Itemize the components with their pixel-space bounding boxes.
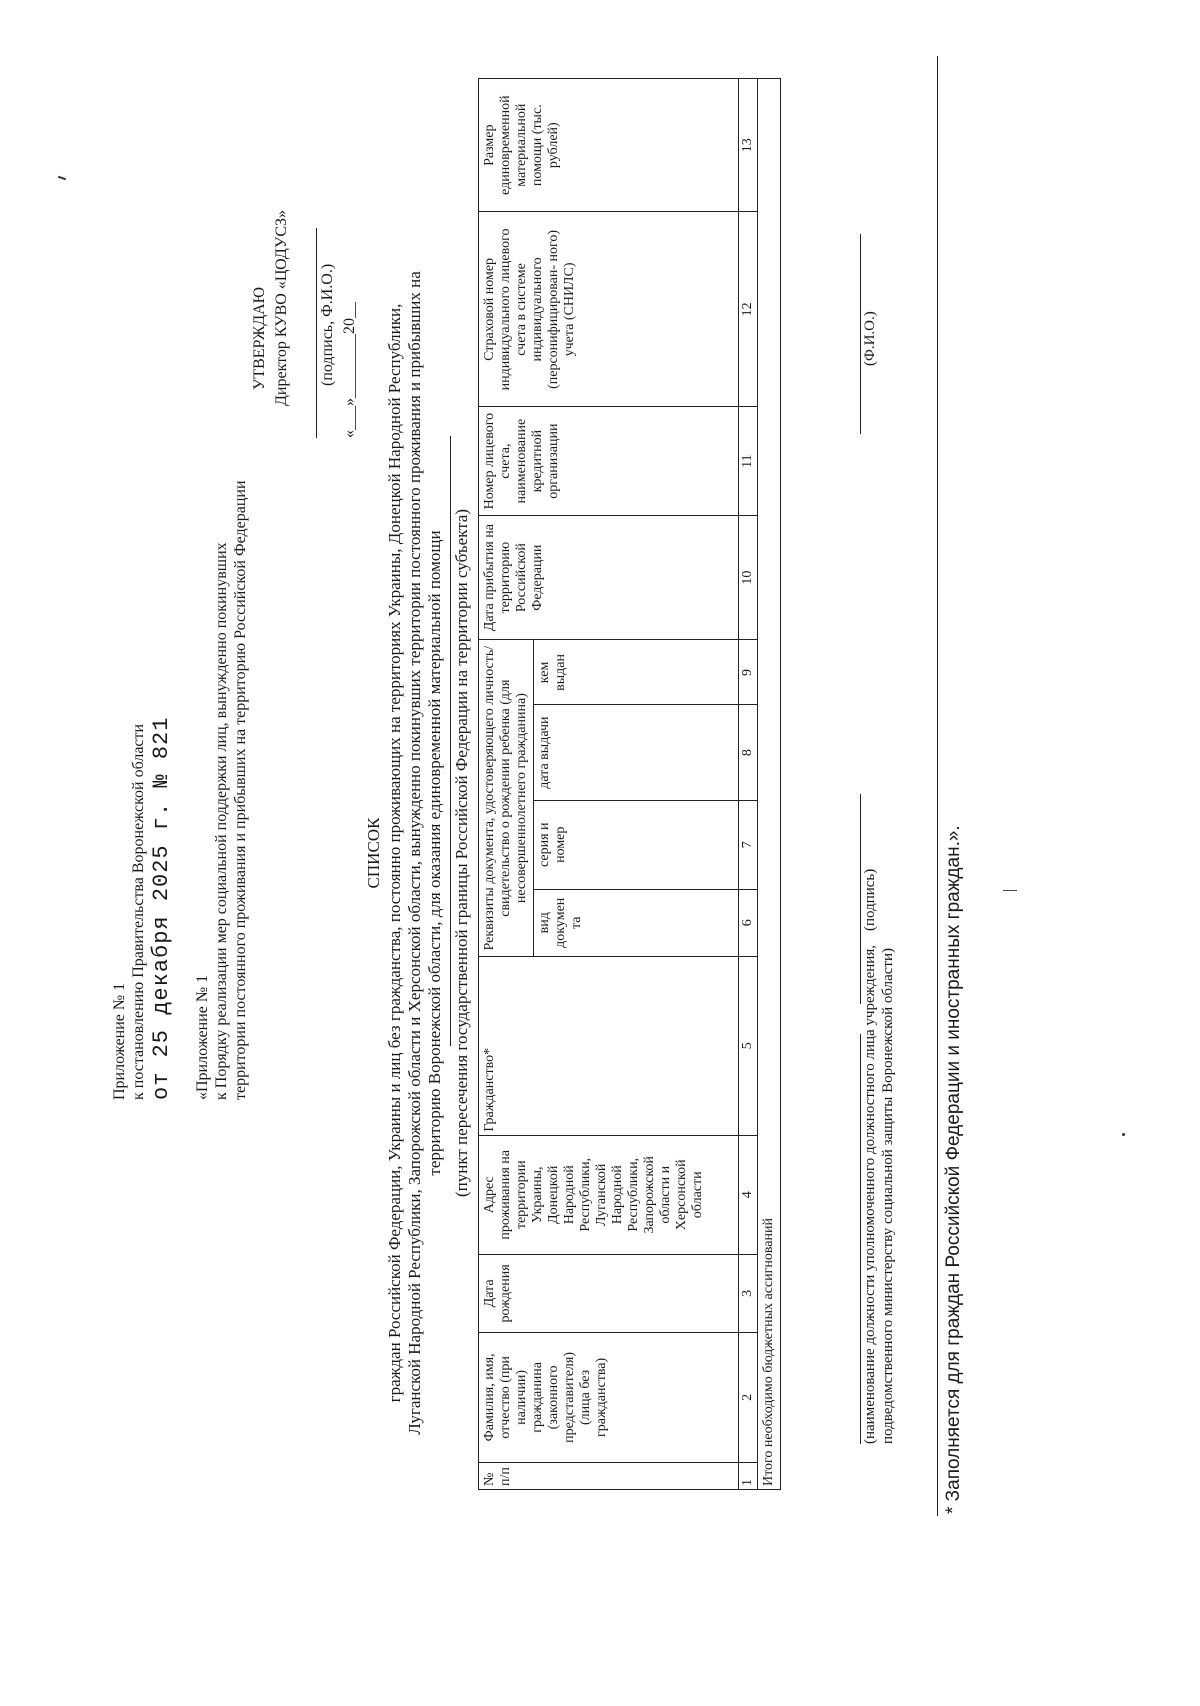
title-line2: Луганской Народной Республики, Запорожской области и Херсонской области, вынужденно покинувших территории постоянного проживания и прибывших на xyxy=(405,271,424,1435)
scan-mark xyxy=(58,176,66,181)
signature-line xyxy=(860,794,861,1004)
position-line xyxy=(860,1034,861,1444)
crossing-point-line xyxy=(450,436,451,1046)
table-number-cell: 13 xyxy=(739,79,758,212)
header-col-fullname: Фамилия, имя, отчество (при наличии) гражданина (законного представителя) (лица без гражданства) xyxy=(479,1332,739,1462)
approval-date-line: «___»________20__ xyxy=(341,302,358,438)
fullname-line xyxy=(860,234,861,434)
table-number-cell: 7 xyxy=(739,800,758,889)
header-col-snils: Страховой номер индивидуального лицевого счета в системе индивидуального (персонифицирован- ного) учета (СНИЛС) xyxy=(479,212,739,407)
procedure-label-line2: территории постоянного проживания и прибывших на территорию Российской Федерации xyxy=(232,480,249,1100)
footnote-separator xyxy=(937,56,938,1516)
resolution-date-number: от 25 декабря 2025 г. № 821 xyxy=(149,716,174,1100)
position-caption-line2: подведомственного министерству социальной защиты Воронежской области) xyxy=(880,947,896,1444)
crossing-point-caption: (пункт пересечения государственной границы Российской Федерации на территории субъекта) xyxy=(452,508,471,1198)
resolution-label: к постановлению Правительства Воронежской области xyxy=(130,723,147,1100)
table-number-cell: 11 xyxy=(739,407,758,515)
table-number-cell: 3 xyxy=(739,1254,758,1332)
table-number-cell: 5 xyxy=(739,956,758,1135)
title-line1: граждан Российской Федерации, Украины и лиц без гражданства, постоянно проживающих на территориях Украины, Донецкой Народной Республики, xyxy=(385,303,404,1403)
table-number-cell: 10 xyxy=(739,515,758,640)
table-numbers-row xyxy=(739,79,758,1490)
table-number-cell: 2 xyxy=(739,1332,758,1462)
position-caption-line1: (наименование должности уполномоченного должностного лица учреждения, xyxy=(862,945,878,1444)
footnote-text: * Заполняется для граждан Российской Федерации и иностранных граждан.». xyxy=(943,825,964,1514)
header-col-doc-date: дата выдачи xyxy=(534,705,739,800)
procedure-label-line1: к Порядку реализации мер социальной поддержки лиц, вынужденно покинувших xyxy=(213,542,230,1100)
signature-caption: (подпись) xyxy=(862,868,878,931)
table-number-cell: 12 xyxy=(739,212,758,407)
header-col-address: Адрес проживания на территории Украины, Донецкой Народной Республики, Луганской Народной Республики, Запорожской области и Херсонской области xyxy=(479,1135,739,1254)
beneficiaries-table xyxy=(478,78,781,1490)
appendix-quoted-label: «Приложение № 1 xyxy=(194,974,211,1100)
approval-signature-caption: (подпись, Ф.И.О.) xyxy=(319,263,336,386)
header-col-birthdate: Дата рождения xyxy=(479,1254,739,1332)
table-number-cell: 6 xyxy=(739,889,758,956)
table-number-cell: 1 xyxy=(739,1462,758,1489)
header-col-doc-issuer: кем выдан xyxy=(534,640,739,705)
title-line3: территорию Воронежской области, для оказания единовременной материальной помощи xyxy=(425,530,444,1176)
header-col-amount: Размер единовременной материальной помощи (тыс. рублей) xyxy=(479,79,739,212)
appendix-label: Приложение № 1 xyxy=(111,982,128,1100)
table-total-label: Итого необходимо бюджетных ассигнований xyxy=(758,79,781,1490)
table-number-cell: 9 xyxy=(739,640,758,705)
table-total-row xyxy=(758,79,781,1490)
header-col-doc-series: серия и номер xyxy=(534,800,739,889)
header-col-citizenship: Гражданство* xyxy=(479,956,739,1135)
list-heading: СПИСОК xyxy=(364,817,383,889)
scan-mark xyxy=(1122,1133,1125,1136)
header-col-account: Номер лицевого счета, наименование кредитной организации xyxy=(479,407,739,515)
header-col-arrival-date: Дата прибытия на территорию Российской Федерации xyxy=(479,515,739,640)
table-header-row xyxy=(479,79,534,1490)
header-col-doc-type: вид докумен та xyxy=(534,889,739,956)
director-label: Директор КУВО «ЦОДУСЗ» xyxy=(273,209,290,406)
fullname-caption: (Ф.И.О.) xyxy=(862,311,878,366)
header-doc-group: Реквизиты документа, удостоверяющего личность/свидетельство о рождении ребенка (для несовершеннолетнего гражданина) xyxy=(479,640,534,956)
table-number-cell: 8 xyxy=(739,705,758,800)
header-col-number: № п/п xyxy=(479,1462,739,1489)
approval-signature-line xyxy=(316,228,317,438)
approve-label: УТВЕРЖДАЮ xyxy=(251,286,268,390)
table-number-cell: 4 xyxy=(739,1135,758,1254)
scan-mark xyxy=(1003,890,1017,891)
